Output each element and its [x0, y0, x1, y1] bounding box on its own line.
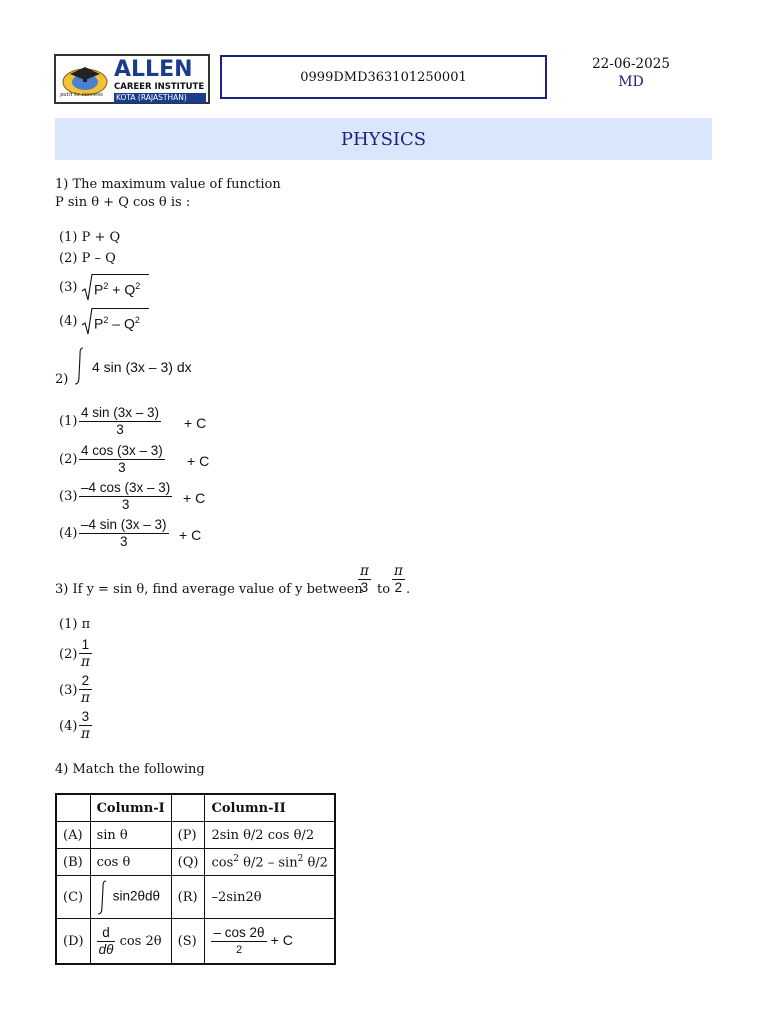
option-text: π: [81, 617, 91, 632]
section-title: PHYSICS: [340, 128, 427, 150]
column-1-header: Column-I: [90, 794, 171, 822]
option-label: (3): [59, 489, 78, 504]
logo-tagline: path to success: [60, 92, 103, 98]
option-label: (3): [59, 683, 78, 698]
option-tail: + C: [183, 490, 206, 506]
option-label: (2): [59, 452, 78, 467]
exam-date: 22-06-2025: [592, 56, 670, 72]
question-3: [55, 582, 363, 598]
row-label: (P): [171, 822, 205, 849]
logo-brand: ALLEN: [114, 57, 193, 82]
question-4: [55, 762, 205, 778]
row-label: (D): [56, 919, 90, 965]
option-expression: $P^2 + Q^2$: [94, 281, 141, 298]
row-label: (S): [171, 919, 205, 965]
section-banner: [55, 118, 712, 160]
option-label: (1): [59, 617, 78, 632]
option-label: (4): [59, 314, 78, 329]
row-label: (B): [56, 849, 90, 876]
option-label: (4): [59, 719, 78, 734]
option-expression: $P^2 - Q^2$: [94, 315, 140, 332]
option-fraction: $\frac{-4 \sin (3x - 3)}{3}$: [81, 517, 167, 549]
question-number: 3): [55, 582, 69, 597]
table-row: [56, 822, 335, 849]
integral-sign-icon: [97, 879, 109, 915]
option-label: (1): [59, 230, 78, 245]
option-tail: + C: [179, 527, 202, 543]
option-fraction: $\frac{-4 \cos (3x - 3)}{3}$: [81, 480, 171, 512]
option-fraction: $\frac{4 \cos (3x - 3)}{3}$: [81, 443, 163, 475]
question-2-number: 2): [55, 372, 69, 387]
row-label: (A): [56, 822, 90, 849]
column-2-cell: $\frac{- \cos 2\theta}{2}$ + C: [205, 919, 335, 965]
question-2-integrand: 4 sin (3x – 3) dx: [92, 359, 192, 375]
column-1-cell: sin2θdθ: [90, 876, 171, 919]
question-text: If y = sin θ, find average value of y between: [72, 582, 363, 597]
row-label: (R): [171, 876, 205, 919]
option-label: (1): [59, 414, 78, 429]
question-text: The maximum value of function: [72, 177, 281, 192]
upper-limit-fraction: $\frac{\pi}{2}$: [394, 563, 403, 595]
question-1: [55, 177, 281, 193]
option-label: (2): [59, 647, 78, 662]
row-label: (C): [56, 876, 90, 919]
table-cell: [56, 794, 90, 822]
limit-separator: to: [377, 582, 391, 597]
q1-option-1[interactable]: [59, 230, 120, 245]
option-label: (3): [59, 280, 78, 295]
question-1-line2: P sin θ + Q cos θ is :: [55, 195, 191, 210]
column-1-cell: $\frac{d}{d\theta}$ cos 2θ: [90, 919, 171, 965]
option-tail: + C: [184, 415, 207, 431]
option-label: (4): [59, 526, 78, 541]
column-2-cell: 2sin θ/2 cos θ/2: [205, 822, 335, 849]
option-fraction: $\frac{2}{\pi}$: [81, 673, 90, 706]
logo-location: KOTA (RAJASTHAN): [114, 93, 206, 103]
option-text: P + Q: [81, 230, 121, 245]
q3-option-1[interactable]: [59, 617, 90, 632]
table-header-row: [56, 794, 335, 822]
option-label: (2): [59, 251, 78, 266]
table-cell: [171, 794, 205, 822]
question-number: 4): [55, 762, 69, 777]
option-text: P – Q: [81, 251, 116, 266]
table-row: [56, 849, 335, 876]
match-table: [55, 793, 336, 965]
option-fraction: $\frac{4 \sin (3x - 3)}{3}$: [81, 405, 160, 437]
option-fraction: $\frac{3}{\pi}$: [81, 709, 90, 742]
option-tail: + C: [187, 453, 210, 469]
row-label: (Q): [171, 849, 205, 876]
table-row: [56, 919, 335, 965]
column-1-cell: sin θ: [90, 822, 171, 849]
option-fraction: $\frac{1}{\pi}$: [81, 637, 90, 670]
column-1-cell: cos θ: [90, 849, 171, 876]
table-row: [56, 876, 335, 919]
q1-option-2[interactable]: [59, 251, 116, 266]
allen-logo: [54, 54, 210, 104]
integral-sign-icon: [74, 346, 86, 386]
question-3-end: .: [406, 582, 411, 597]
paper-code-box: [220, 55, 547, 99]
lower-limit-fraction: $\frac{\pi}{3}$: [360, 563, 369, 595]
column-2-header: Column-II: [205, 794, 335, 822]
question-number: 1): [55, 177, 69, 192]
column-2-cell: $\cos^2 \theta/2 - \sin^2 \theta/2$: [205, 849, 335, 876]
logo-subtitle: CAREER INSTITUTE: [114, 82, 205, 92]
set-code: MD: [618, 74, 644, 90]
column-2-cell: –2sin2θ: [205, 876, 335, 919]
paper-code: 0999DMD363101250001: [300, 69, 467, 85]
question-text: Match the following: [72, 762, 205, 777]
